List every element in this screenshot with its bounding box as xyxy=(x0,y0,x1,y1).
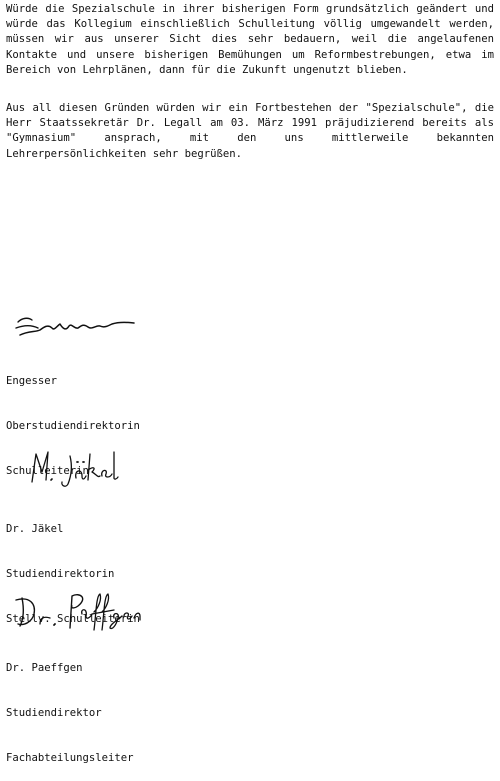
signatory-role: Schulleiterin xyxy=(6,465,89,477)
signatory-name: Dr. Paeffgen xyxy=(6,662,83,674)
signatory-role: Fachabteilungsleiter xyxy=(6,752,134,764)
signatory-name: Dr. Jäkel xyxy=(6,523,64,535)
signatory-block-engesser xyxy=(6,344,140,494)
signatory-role: Stellv. Schulleiterin xyxy=(6,613,140,625)
signatory-title: Oberstudiendirektorin xyxy=(6,420,140,432)
body-paragraph-2: Aus all diesen Gründen würden wir ein Fortbestehen der "Spezialschule", die Herr Staatssekretär Dr. Legall am 03. März 1991 präjudizierend bereits als "Gymnasium" ansprach, mit den uns mittlerweile bekannten Lehrerpersönlichkeiten sehr begrüßen. xyxy=(6,102,494,160)
signatory-name: Engesser xyxy=(6,375,58,387)
signatory-title: Studiendirektor xyxy=(6,707,102,719)
signatory-block-paeffgen xyxy=(6,631,134,781)
signature-engesser xyxy=(10,304,145,344)
signatory-block-jaekel xyxy=(6,492,140,642)
signatory-title: Studiendirektorin xyxy=(6,568,115,580)
body-paragraph-1: Würde die Spezialschule in ihrer bisherigen Form grundsätzlich geändert und würde das Kollegium einschließlich Schulleitung völlig umgewandelt werden, müssen wir aus unserer Sicht dies sehr bedauern, weil die angelaufenen Kontakte und unsere bisherigen Bemühungen um Reformbestrebungen, etwa im Bereich von Lehrplänen, dann für die Zukunft ungenutzt blieben. xyxy=(6,3,494,76)
